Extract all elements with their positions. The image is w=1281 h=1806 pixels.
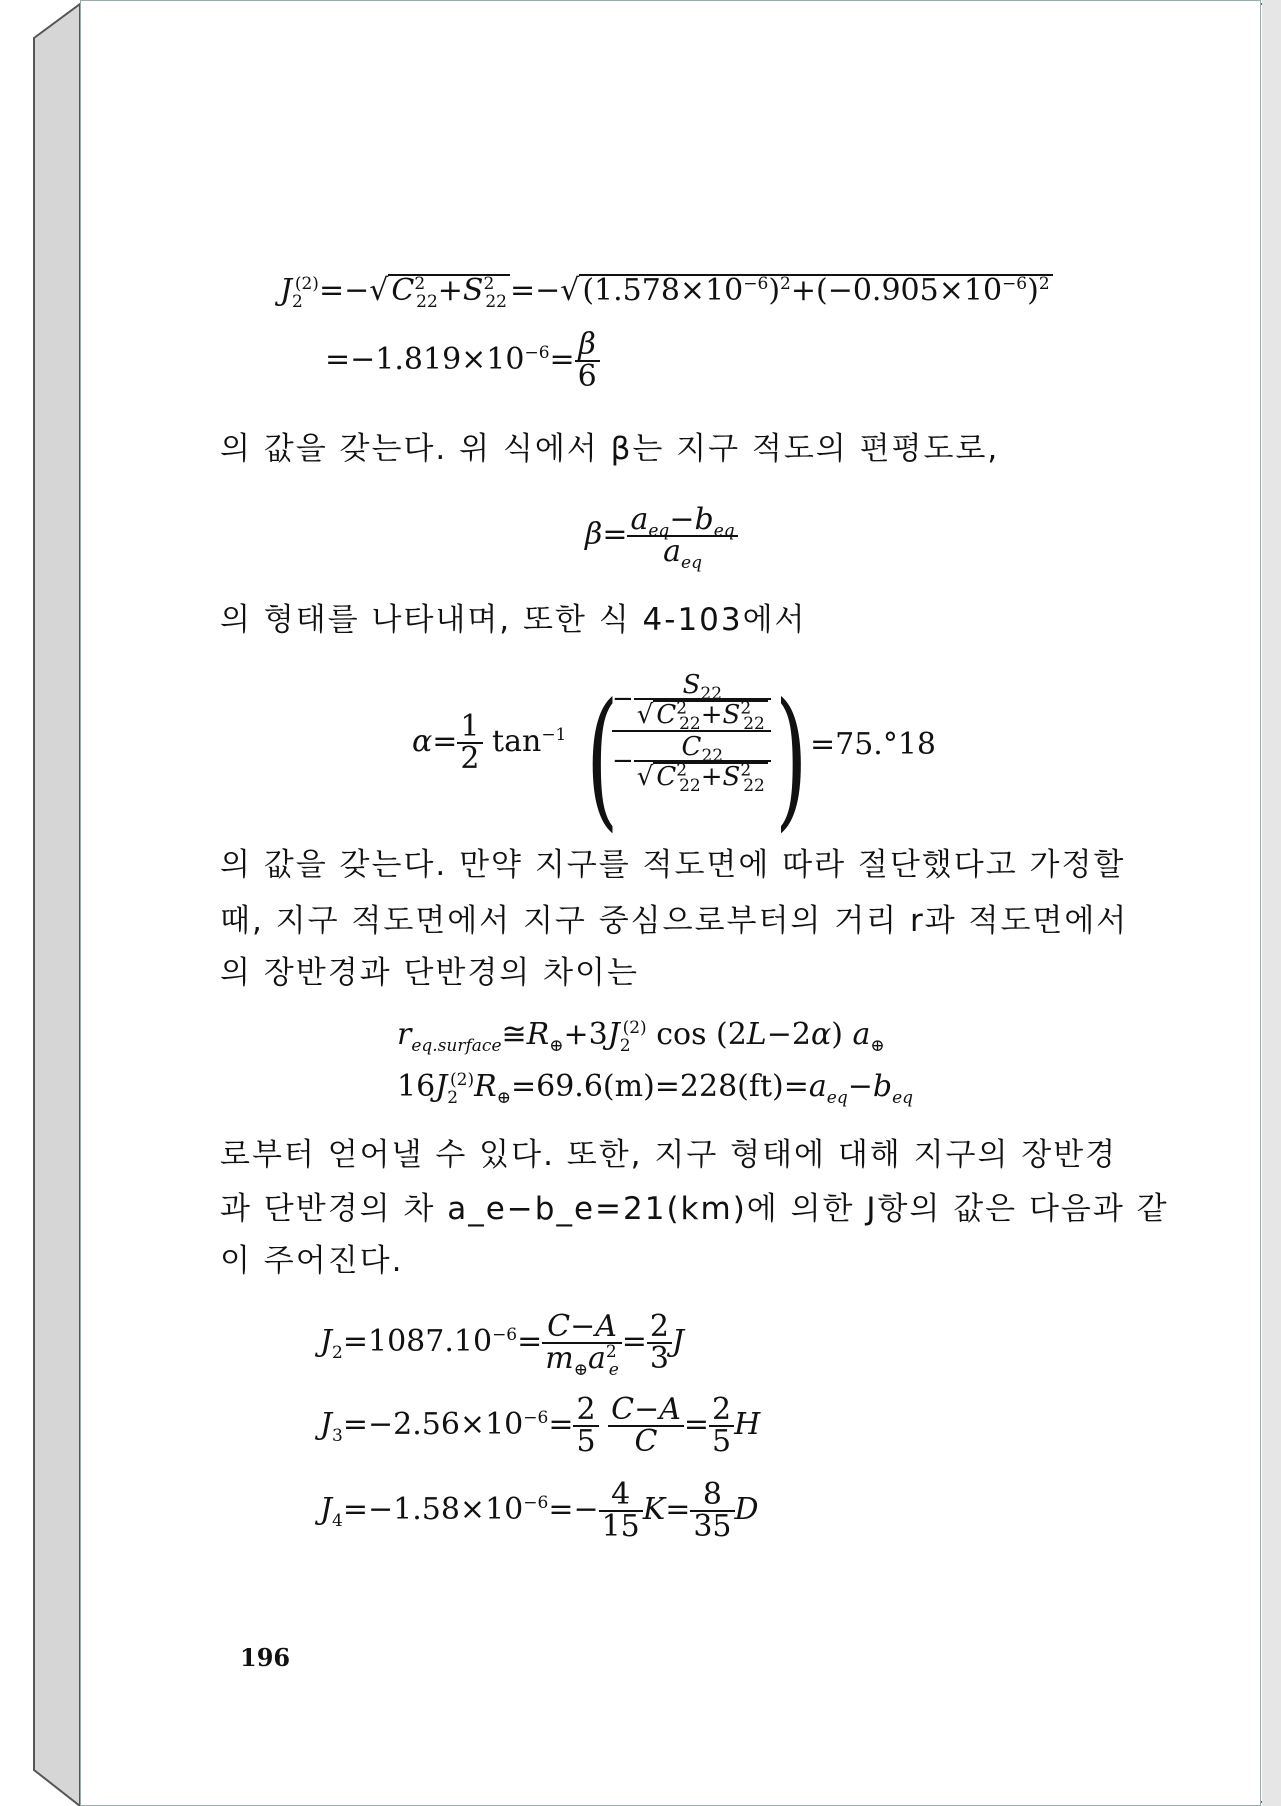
equation-req-surface: $r_{eq.surface}≅R_\oplus+3J_2^{(2)}$ cos (2L−2α) $a_\oplus$ — [397, 1017, 885, 1056]
paragraph-line: 이 주어진다. — [220, 1243, 404, 1279]
equation-j4-value: $J_4=-1.58\times 10^{-6}=-$ $\frac{4}{15}$ K= $\frac{8}{35}$ D — [320, 1477, 759, 1544]
equation-16j2: $16J_2^{(2)}R_\oplus=69.6(m)=228(ft)=a_{eq}-b_{eq}$ — [397, 1069, 914, 1108]
alpha-fraction: − $\frac{S_{22}}{√ C^2_{22}+S^2_{22}}$ − $\frac{C_{22}}{√ C^2_{22}+S^2_{22}}$ — [612, 672, 771, 790]
equation-j2-line1: $J_2^{(2)}=-√$ $C^2_{22}+S^2_{22}$ =−√ $(1.578\times 10^{-6})^2+(-0.905\times 10^{-6})^2$ — [280, 274, 1053, 306]
paragraph-line: 의 값을 갖는다. 만약 지구를 적도면에 따라 절단했다고 가정할 — [220, 847, 1126, 883]
paragraph-line: 때, 지구 적도면에서 지구 중심으로부터의 거리 r과 적도면에서 — [220, 903, 1129, 939]
alpha-value: =75.°18 — [810, 727, 937, 762]
left-paren: ( — [586, 672, 619, 846]
right-paren: ) — [775, 672, 808, 846]
equation-alpha: α= $\frac{1}{2}$ $\tan^{-1}$ — [412, 709, 567, 776]
equation-beta: β= $\frac{a_{eq}-b_{eq}}{a_{eq}}$ — [585, 505, 738, 567]
equation-j2-line2: $=-1.819\times 10^{-6}=$ $\frac{\beta}{6}$ — [325, 330, 600, 392]
equation-j2-value: $J_2=1087.10^{-6}=$ $\frac{C-A}{m_\oplus a^2_e}$ = $\frac{2}{3}$ J — [320, 1309, 685, 1380]
paragraph-line: 의 장반경과 단반경의 차이는 — [220, 955, 639, 991]
equation-j3-value: $J_3=-2.56\times 10^{-6}=$ $\frac{2}{5}$ $\frac{C-A}{C}$ = $\frac{2}{5}$ H — [320, 1392, 761, 1459]
paragraph-line: 의 값을 갖는다. 위 식에서 β는 지구 적도의 편평도로, — [220, 431, 1000, 467]
paragraph-line: 과 단반경의 차 a_e−b_e=21(km)에 의한 J항의 값은 다음과 같 — [220, 1191, 1169, 1227]
paragraph-line: 의 형태를 나타내며, 또한 식 4-103에서 — [220, 602, 807, 638]
paragraph-line: 로부터 얻어낼 수 있다. 또한, 지구 형태에 대해 지구의 장반경 — [220, 1137, 1118, 1173]
page-number: 196 — [240, 1643, 291, 1672]
